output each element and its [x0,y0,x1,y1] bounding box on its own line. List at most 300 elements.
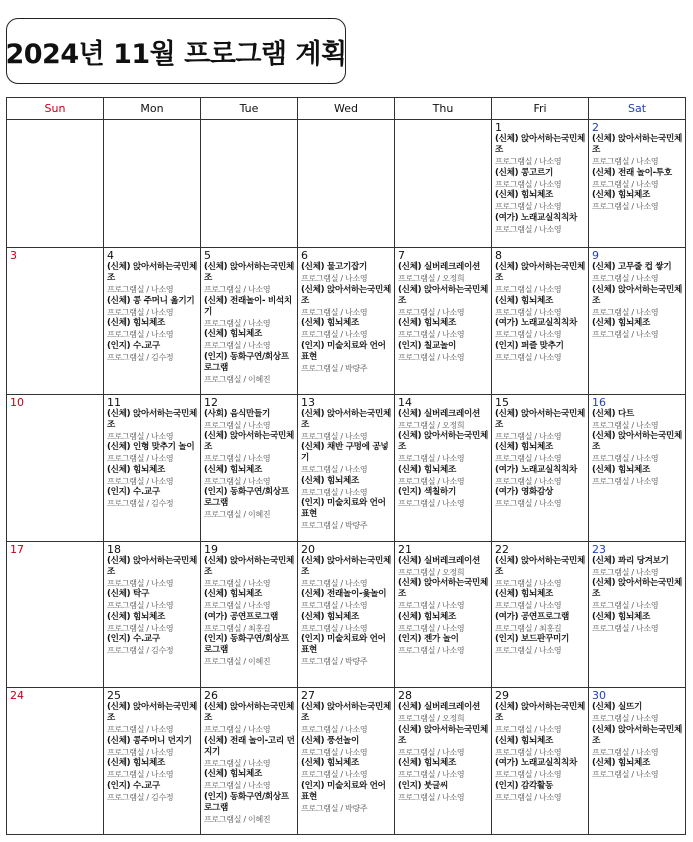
program-place: 프로그램실 / 오정희 [398,567,465,577]
program-name: (인지) 색칠하기 [398,487,456,498]
program-entry [592,318,683,341]
program-entry [107,556,198,590]
program-place: 프로그램실 / 나소영 [495,330,562,340]
day-number: 21 [398,542,412,556]
program-name: (신체) 힘뇌체조 [301,475,359,486]
program-name: (신체) 물고기잡기 [301,262,367,273]
day-number: 2 [592,121,599,134]
program-name: (사회) 음식만들기 [204,408,270,419]
week-row [7,688,686,835]
day-number: 28 [398,689,412,703]
program-place: 프로그램실 / 나소영 [301,274,368,284]
program-entry [398,341,489,364]
program-name: (여가) 영화감상 [495,487,553,498]
program-entry [301,589,392,612]
program-entry [301,476,392,499]
program-name: (신체) 힘뇌체조 [301,611,359,622]
program-name: (신체) 고무줄 컵 쌓기 [592,262,672,273]
program-name: (신체) 앉아서하는국민체조 [398,578,488,600]
program-place: 프로그램실 / 나소영 [204,578,271,588]
program-place: 프로그램실 / 나소영 [398,352,465,362]
program-place: 프로그램실 / 박량주 [301,803,368,813]
program-place: 프로그램실 / 나소영 [301,770,368,780]
program-place: 프로그램실 / 나소영 [398,499,465,509]
day-number: 13 [301,395,315,409]
program-entry [204,329,295,352]
program-place: 프로그램실 / 나소영 [301,578,368,588]
program-place: 프로그램실 / 최홍길 [495,623,562,633]
day-number: 10 [10,395,24,409]
program-entry [301,262,392,285]
program-entry [495,487,586,510]
program-name: (신체) 힘뇌체조 [204,589,262,600]
program-entry [398,781,489,804]
program-place: 프로그램실 / 나소영 [107,330,174,340]
program-entry [398,758,489,781]
program-entry [107,612,198,635]
program-entry [204,589,295,612]
program-name: (신체) 앉아서하는국민체조 [495,702,585,724]
program-entry [204,736,295,770]
program-name: (여가) 노래교실칙칙차 [495,212,577,223]
program-name: (인지) 미술치료와 언어표현 [301,340,386,362]
program-name: (신체) 힘뇌체조 [495,295,553,306]
day-cell [298,541,395,688]
program-name: (신체) 앉아서하는국민체조 [204,431,294,453]
program-entry [592,168,683,191]
day-number: 27 [301,689,315,703]
program-name: (신체) 앉아서하는국민체조 [398,431,488,453]
program-place: 프로그램실 / 나소영 [301,431,368,441]
program-place: 프로그램실 / 나소영 [495,499,562,509]
program-name: (신체) 앉아서하는국민체조 [107,262,197,284]
program-place: 프로그램실 / 나소영 [495,307,562,317]
day-number: 26 [204,689,218,703]
program-name: (인지) 미술치료와 언어표현 [301,634,386,656]
program-name: (신체) 앉아서하는국민체조 [398,724,488,746]
program-entry [107,296,198,319]
program-place: 프로그램실 / 나소영 [592,476,659,486]
day-cell [492,248,589,395]
program-name: (신체) 힘뇌체조 [592,611,650,622]
day-cell [395,541,492,688]
day-cell [589,120,686,248]
calendar-table [6,97,686,835]
program-entry [301,758,392,781]
day-cell [104,541,201,688]
program-entry [592,190,683,213]
program-place: 프로그램실 / 나소영 [301,330,368,340]
program-entry [495,296,586,319]
program-entry [204,262,295,296]
program-name: (신체) 전래놀이-윷놀이 [301,589,387,600]
program-name: (신체) 앉아서하는국민체조 [495,408,585,430]
program-name: (신체) 앉아서하는국민체조 [495,262,585,284]
program-name: (신체) 힘뇌체조 [495,589,553,600]
program-name: (신체) 앉아서하는국민체조 [301,408,391,430]
program-entry [301,285,392,319]
program-entry [398,285,489,319]
program-entry [592,285,683,319]
program-entry [495,634,586,657]
program-entry [495,758,586,781]
program-name: (신체) 앉아서하는국민체조 [204,702,294,724]
program-place: 프로그램실 / 나소영 [204,341,271,351]
program-name: (인지) 수.교구 [107,487,160,498]
program-name: (신체) 힘뇌체조 [301,758,359,769]
program-entry [398,702,489,725]
day-cell [104,688,201,835]
program-place: 프로그램실 / 나소영 [592,179,659,189]
program-entry [495,702,586,736]
page-title: 2024년 11월 프로그램 계획 [5,38,347,70]
program-name: (신체) 실뜨기 [592,702,642,713]
program-place: 프로그램실 / 나소영 [592,307,659,317]
program-entry [495,341,586,364]
program-name: (신체) 힘뇌체조 [398,318,456,329]
program-name: (여가) 노래교실칙칙차 [495,758,577,769]
program-place: 프로그램실 / 오정희 [398,420,465,430]
program-place: 프로그램실 / 나소영 [107,747,174,757]
program-name: (인지) 미술치료와 언어표현 [301,780,386,802]
program-place: 프로그램실 / 나소영 [398,747,465,757]
program-place: 프로그램실 / 나소영 [495,578,562,588]
program-name: (인지) 동화구연/회상프로그램 [204,634,289,656]
program-place: 프로그램실 / 나소영 [495,285,562,295]
program-entry [495,781,586,804]
program-place: 프로그램실 / 나소영 [398,330,465,340]
program-place: 프로그램실 / 나소영 [107,476,174,486]
day-number: 12 [204,395,218,409]
day-number: 24 [10,689,24,703]
program-name: (인지) 수.교구 [107,634,160,645]
program-name: (인지) 동화구연/회상프로그램 [204,487,289,509]
program-entry [495,213,586,236]
day-cell [492,541,589,688]
program-entry [495,442,586,465]
program-name: (신체) 힘뇌체조 [592,318,650,329]
day-number: 14 [398,395,412,409]
program-name: (신체) 힘뇌체조 [107,758,165,769]
program-entry [301,612,392,635]
program-entry [592,431,683,465]
day-number: 7 [398,249,405,263]
day-number: 17 [10,542,24,556]
program-entry [495,612,586,635]
day-cell [298,120,395,248]
day-cell [395,394,492,541]
program-name: (인지) 수.교구 [107,780,160,791]
program-entry [107,634,198,657]
program-place: 프로그램실 / 나소영 [398,770,465,780]
day-cell [395,688,492,835]
program-entry [301,318,392,341]
program-place: 프로그램실 / 김수정 [107,499,174,509]
program-place: 프로그램실 / 나소영 [398,454,465,464]
program-place: 프로그램실 / 나소영 [495,646,562,656]
program-place: 프로그램실 / 나소영 [592,623,659,633]
program-place: 프로그램실 / 이혜진 [204,510,271,520]
program-name: (신체) 콩 주머니 옮기기 [107,295,195,306]
program-entry [204,409,295,432]
program-name: (신체) 전래놀이- 비석치기 [204,295,292,317]
program-entry [495,409,586,443]
program-entry [398,409,489,432]
program-place: 프로그램실 / 나소영 [592,274,659,284]
program-name: (여가) 공연프로그램 [204,611,278,622]
program-place: 프로그램실 / 나소영 [301,465,368,475]
program-place: 프로그램실 / 나소영 [107,578,174,588]
program-name: (인지) 칠교놀이 [398,340,456,351]
program-entry [301,781,392,815]
calendar-body [7,120,686,835]
program-entry [204,769,295,792]
program-entry [107,341,198,364]
program-name: (신체) 앉아서하는국민체조 [107,702,197,724]
program-name: (신체) 풍선놀이 [301,735,359,746]
program-place: 프로그램실 / 나소영 [301,623,368,633]
program-place: 프로그램실 / 이혜진 [204,814,271,824]
program-place: 프로그램실 / 나소영 [107,307,174,317]
day-number: 11 [107,395,121,409]
day-number: 15 [495,395,509,409]
day-cell [395,248,492,395]
day-cell [589,248,686,395]
day-cell [7,688,104,835]
program-place: 프로그램실 / 나소영 [398,623,465,633]
program-place: 프로그램실 / 나소영 [592,454,659,464]
day-cell [201,120,298,248]
day-cell [7,248,104,395]
program-name: (신체) 힘뇌체조 [398,464,456,475]
program-entry [398,556,489,579]
program-place: 프로그램실 / 나소영 [204,420,271,430]
program-name: (인지) 수.교구 [107,340,160,351]
program-place: 프로그램실 / 나소영 [107,431,174,441]
day-number: 8 [495,249,502,263]
program-entry [495,465,586,488]
weekday-header-row [7,98,686,120]
program-place: 프로그램실 / 나소영 [398,476,465,486]
program-name: (신체) 앉아서하는국민체조 [592,431,682,453]
program-place: 프로그램실 / 나소영 [107,285,174,295]
program-entry [204,465,295,488]
program-name: (신체) 힘뇌체조 [592,190,650,200]
program-entry [495,262,586,296]
program-name: (신체) 힘뇌체조 [107,464,165,475]
day-cell [104,394,201,541]
program-entry [592,262,683,285]
day-number: 30 [592,689,606,703]
program-entry [107,409,198,443]
program-name: (인지) 미술치료와 언어표현 [301,498,386,520]
program-name: (신체) 앉아서하는국민체조 [592,724,682,746]
program-place: 프로그램실 / 나소영 [592,157,659,166]
program-entry [204,487,295,521]
program-place: 프로그램실 / 나소영 [592,567,659,577]
program-name: (인지) 감각활동 [495,780,553,791]
program-entry [107,465,198,488]
program-place: 프로그램실 / 나소영 [495,202,562,211]
program-name: (신체) 힘뇌체조 [301,318,359,329]
program-name: (신체) 힘뇌체조 [592,464,650,475]
day-number: 1 [495,121,502,134]
day-cell [492,120,589,248]
program-entry [301,498,392,532]
program-entry [107,442,198,465]
day-cell [395,120,492,248]
program-entry [592,612,683,635]
program-name: (인지) 동화구연/회상프로그램 [204,351,289,373]
program-entry [495,190,586,213]
program-entry [301,442,392,476]
program-name: (신체) 실버레크레이션 [398,262,480,273]
day-number: 5 [204,249,211,263]
day-cell [298,394,395,541]
week-row [7,248,686,395]
program-place: 프로그램실 / 나소영 [398,307,465,317]
program-place: 프로그램실 / 나소영 [107,454,174,464]
program-name: (신체) 힘뇌체조 [107,611,165,622]
program-name: (신체) 전래 놀이-고리 던지기 [204,735,295,757]
day-number: 20 [301,542,315,556]
program-name: (신체) 앉아서하는국민체조 [592,578,682,600]
program-entry [592,465,683,488]
program-name: (신체) 꽈리 당겨보기 [592,555,669,566]
program-name: (신체) 힘뇌체조 [398,758,456,769]
program-place: 프로그램실 / 나소영 [107,601,174,611]
program-name: (여가) 공연프로그램 [495,611,569,622]
program-place: 프로그램실 / 나소영 [107,623,174,633]
program-entry [107,736,198,759]
program-name: (신체) 실버레크레이션 [398,702,480,713]
program-entry [107,702,198,736]
day-number: 29 [495,689,509,703]
program-place: 프로그램실 / 나소영 [204,781,271,791]
program-place: 프로그램실 / 나소영 [301,307,368,317]
program-entry [398,431,489,465]
program-entry [495,168,586,191]
program-place: 프로그램실 / 나소영 [495,157,562,166]
day-cell [492,394,589,541]
day-cell [298,688,395,835]
program-place: 프로그램실 / 나소영 [495,747,562,757]
day-number: 23 [592,542,606,556]
program-entry [204,556,295,590]
program-name: (신체) 앉아서하는국민체조 [107,555,197,577]
program-entry [301,341,392,375]
program-name: (신체) 탁구 [107,589,149,600]
weekday-sun: Sun [7,98,104,120]
weekday-fri: Fri [492,98,589,120]
week-row [7,541,686,688]
program-place: 프로그램실 / 이혜진 [204,657,271,667]
program-place: 프로그램실 / 나소영 [398,792,465,802]
program-place: 프로그램실 / 김수정 [107,352,174,362]
day-cell [201,394,298,541]
program-entry [592,758,683,781]
program-name: (신체) 실버레크레이션 [398,408,480,419]
program-name: (신체) 힘뇌체조 [204,464,262,475]
weekday-sat: Sat [589,98,686,120]
program-name: (신체) 힘뇌체조 [495,190,553,200]
program-name: (신체) 힘뇌체조 [204,769,262,780]
day-number: 16 [592,395,606,409]
program-entry [592,578,683,612]
program-entry [204,702,295,736]
program-entry [301,634,392,668]
program-place: 프로그램실 / 나소영 [592,202,659,211]
day-number: 9 [592,249,599,263]
program-place: 프로그램실 / 나소영 [107,725,174,735]
program-place: 프로그램실 / 김수정 [107,792,174,802]
day-cell [7,120,104,248]
program-entry [592,409,683,432]
program-entry [107,487,198,510]
day-cell [104,248,201,395]
day-cell [298,248,395,395]
program-entry [204,792,295,826]
program-name: (신체) 힘뇌체조 [592,758,650,769]
program-place: 프로그램실 / 나소영 [301,601,368,611]
program-place: 프로그램실 / 나소영 [495,224,562,234]
program-name: (신체) 앉아서하는국민체조 [301,702,391,724]
program-place: 프로그램실 / 나소영 [592,601,659,611]
program-name: (여가) 노래교실칙칙차 [495,318,577,329]
program-entry [398,612,489,635]
week-row [7,394,686,541]
day-cell [201,688,298,835]
program-name: (신체) 앉아서하는국민체조 [301,284,391,306]
weekday-thu: Thu [395,98,492,120]
day-cell [104,120,201,248]
program-place: 프로그램실 / 최홍길 [204,623,271,633]
program-name: (신체) 힘뇌체조 [107,318,165,329]
program-name: (신체) 힘뇌체조 [204,329,262,340]
program-entry [301,409,392,443]
program-entry [398,487,489,510]
program-entry [107,318,198,341]
day-number: 4 [107,249,114,263]
weekday-tue: Tue [201,98,298,120]
day-number: 6 [301,249,308,263]
program-entry [301,736,392,759]
program-place: 프로그램실 / 나소영 [495,179,562,189]
day-cell [589,541,686,688]
program-place: 프로그램실 / 나소영 [495,352,562,362]
program-place: 프로그램실 / 나소영 [495,725,562,735]
program-name: (신체) 힘뇌체조 [495,735,553,746]
program-place: 프로그램실 / 나소영 [204,476,271,486]
weekday-wed: Wed [298,98,395,120]
program-place: 프로그램실 / 나소영 [301,747,368,757]
weekday-mon: Mon [104,98,201,120]
day-cell [7,541,104,688]
program-entry [495,556,586,590]
program-entry [495,134,586,168]
program-name: (여가) 노래교실칙칙차 [495,464,577,475]
program-entry [301,556,392,590]
program-entry [107,589,198,612]
program-place: 프로그램실 / 나소영 [592,714,659,724]
program-place: 프로그램실 / 나소영 [592,420,659,430]
program-name: (신체) 콩주머니 던지기 [107,735,192,746]
program-place: 프로그램실 / 나소영 [495,454,562,464]
program-name: (신체) 힘뇌체조 [398,611,456,622]
program-place: 프로그램실 / 나소영 [301,725,368,735]
program-name: (신체) 채반 구멍에 공넣기 [301,442,389,464]
program-name: (인지) 동화구연/회상프로그램 [204,791,289,813]
